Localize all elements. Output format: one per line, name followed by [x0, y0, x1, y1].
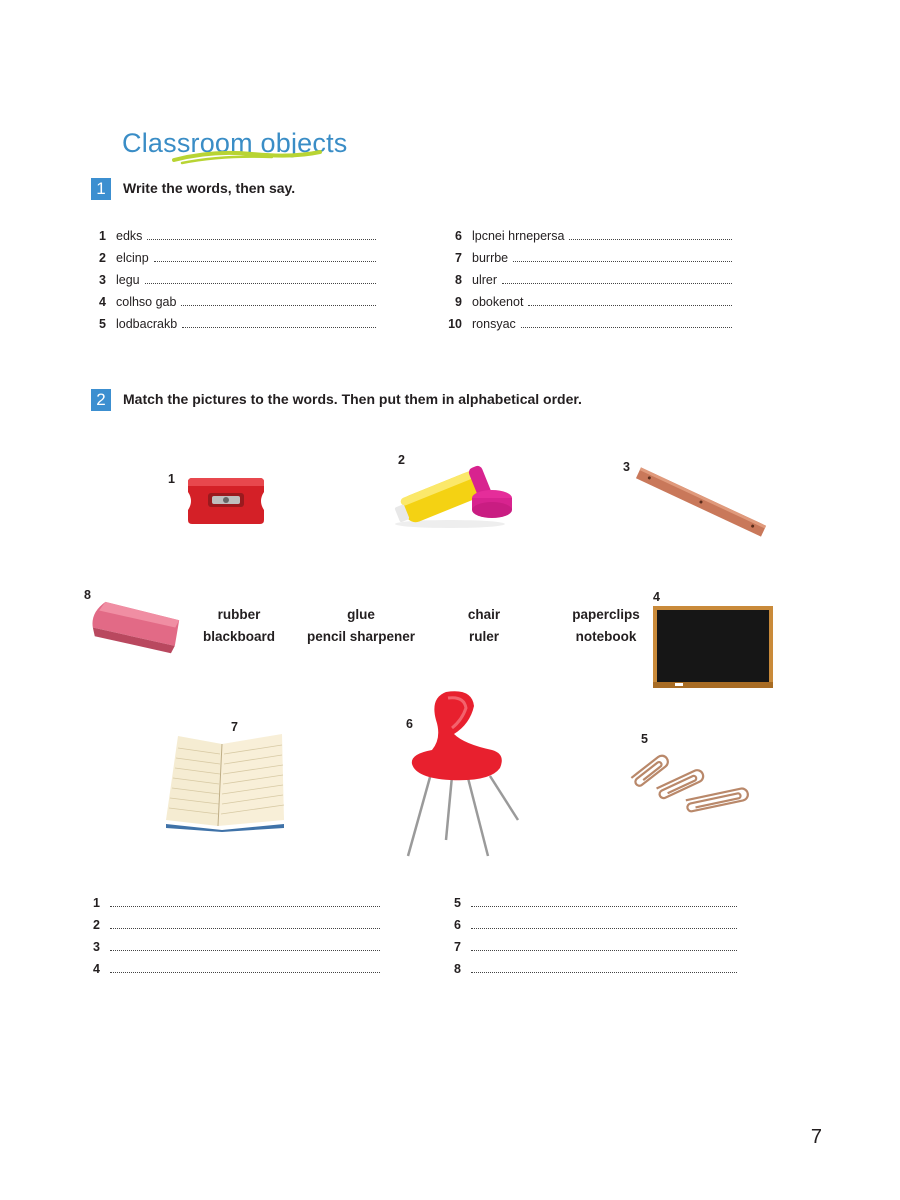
answer-line[interactable] [182, 313, 376, 328]
list-item [86, 291, 376, 313]
picture-number: 6 [406, 717, 413, 731]
scrambled-word: burrbe [472, 251, 509, 265]
scrambled-word: lodbacrakb [116, 317, 178, 331]
item-number: 2 [93, 918, 100, 932]
exercise-2-instruction: Match the pictures to the words. Then put them in alphabetical order. [123, 391, 582, 407]
answer-line[interactable] [569, 225, 732, 240]
list-item [86, 313, 376, 335]
item-number: 8 [455, 273, 462, 287]
item-number: 10 [448, 317, 462, 331]
word-rubber[interactable]: rubber [217, 607, 261, 622]
picture-number: 1 [168, 472, 175, 486]
scrambled-word: legu [116, 273, 140, 287]
word-ruler[interactable]: ruler [468, 629, 499, 644]
exercise-1-left-list [86, 225, 376, 335]
answer-line[interactable] [471, 914, 737, 929]
exercise-1-number: 1 [91, 178, 111, 200]
list-item [84, 936, 380, 958]
item-number: 2 [99, 251, 106, 265]
picture-number: 8 [84, 588, 91, 602]
item-number: 6 [454, 918, 461, 932]
answer-line[interactable] [471, 892, 737, 907]
answer-line[interactable] [145, 269, 376, 284]
list-item [442, 313, 732, 335]
answer-line[interactable] [513, 247, 732, 262]
scrambled-word: obokenot [472, 295, 524, 309]
item-number: 9 [455, 295, 462, 309]
answer-line[interactable] [110, 892, 380, 907]
exercise-2-answers-right [445, 892, 737, 980]
scrambled-word: edks [116, 229, 143, 243]
item-number: 3 [99, 273, 106, 287]
scrambled-word: lpcnei hrnepersa [472, 229, 565, 243]
ruler-image[interactable] [636, 466, 766, 538]
word-chair[interactable]: chair [467, 607, 501, 622]
exercise-1-instruction: Write the words, then say. [123, 180, 296, 196]
picture-number: 5 [641, 732, 648, 746]
chair-image[interactable] [402, 690, 526, 862]
answer-line[interactable] [154, 247, 376, 262]
item-number: 7 [454, 940, 461, 954]
item-number: 4 [93, 962, 100, 976]
item-number: 7 [455, 251, 462, 265]
answer-line[interactable] [147, 225, 376, 240]
exercise-1-right-list [442, 225, 732, 335]
picture-number: 2 [398, 453, 405, 467]
item-number: 6 [455, 229, 462, 243]
pencil-sharpener-image[interactable] [186, 474, 266, 528]
list-item [445, 936, 737, 958]
scrambled-word: colhso gab [116, 295, 177, 309]
title-underline-swoosh [172, 146, 322, 166]
answer-line[interactable] [110, 958, 380, 973]
item-number: 1 [99, 229, 106, 243]
notebook-image[interactable] [162, 732, 288, 832]
list-item [445, 892, 737, 914]
word-blackboard[interactable]: blackboard [202, 629, 276, 644]
list-item [84, 892, 380, 914]
list-item [442, 225, 732, 247]
blackboard-image[interactable] [653, 606, 773, 688]
list-item [445, 958, 737, 980]
answer-line[interactable] [181, 291, 376, 306]
list-item [442, 247, 732, 269]
list-item [86, 269, 376, 291]
item-number: 8 [454, 962, 461, 976]
answer-line[interactable] [110, 936, 380, 951]
answer-line[interactable] [110, 914, 380, 929]
exercise-2-number: 2 [91, 389, 111, 411]
scrambled-word: ronsyac [472, 317, 516, 331]
picture-number: 3 [623, 460, 630, 474]
exercise-2-answers-left [84, 892, 380, 980]
answer-line[interactable] [528, 291, 732, 306]
item-number: 3 [93, 940, 100, 954]
list-item [86, 225, 376, 247]
page-title: Classroom objects [122, 128, 348, 158]
list-item [86, 247, 376, 269]
word-notebook[interactable]: notebook [575, 629, 637, 644]
list-item [445, 914, 737, 936]
picture-number: 7 [231, 720, 238, 734]
item-number: 4 [99, 295, 106, 309]
answer-line[interactable] [502, 269, 732, 284]
paperclips-image[interactable] [624, 740, 754, 818]
page-number: 7 [810, 1126, 822, 1148]
item-number: 1 [93, 896, 100, 910]
list-item [442, 291, 732, 313]
glue-stick-image[interactable] [380, 458, 525, 530]
item-number: 5 [99, 317, 106, 331]
list-item [84, 914, 380, 936]
list-item [442, 269, 732, 291]
answer-line[interactable] [471, 958, 737, 973]
word-glue[interactable]: glue [347, 607, 375, 622]
scrambled-word: elcinp [116, 251, 149, 265]
picture-number: 4 [653, 590, 660, 604]
answer-line[interactable] [471, 936, 737, 951]
item-number: 5 [454, 896, 461, 910]
answer-line[interactable] [521, 313, 732, 328]
word-paperclips[interactable]: paperclips [572, 607, 640, 622]
word-pencil-sharpener[interactable]: pencil sharpener [306, 629, 416, 644]
list-item [84, 958, 380, 980]
rubber-image[interactable] [86, 598, 186, 658]
scrambled-word: ulrer [472, 273, 498, 287]
